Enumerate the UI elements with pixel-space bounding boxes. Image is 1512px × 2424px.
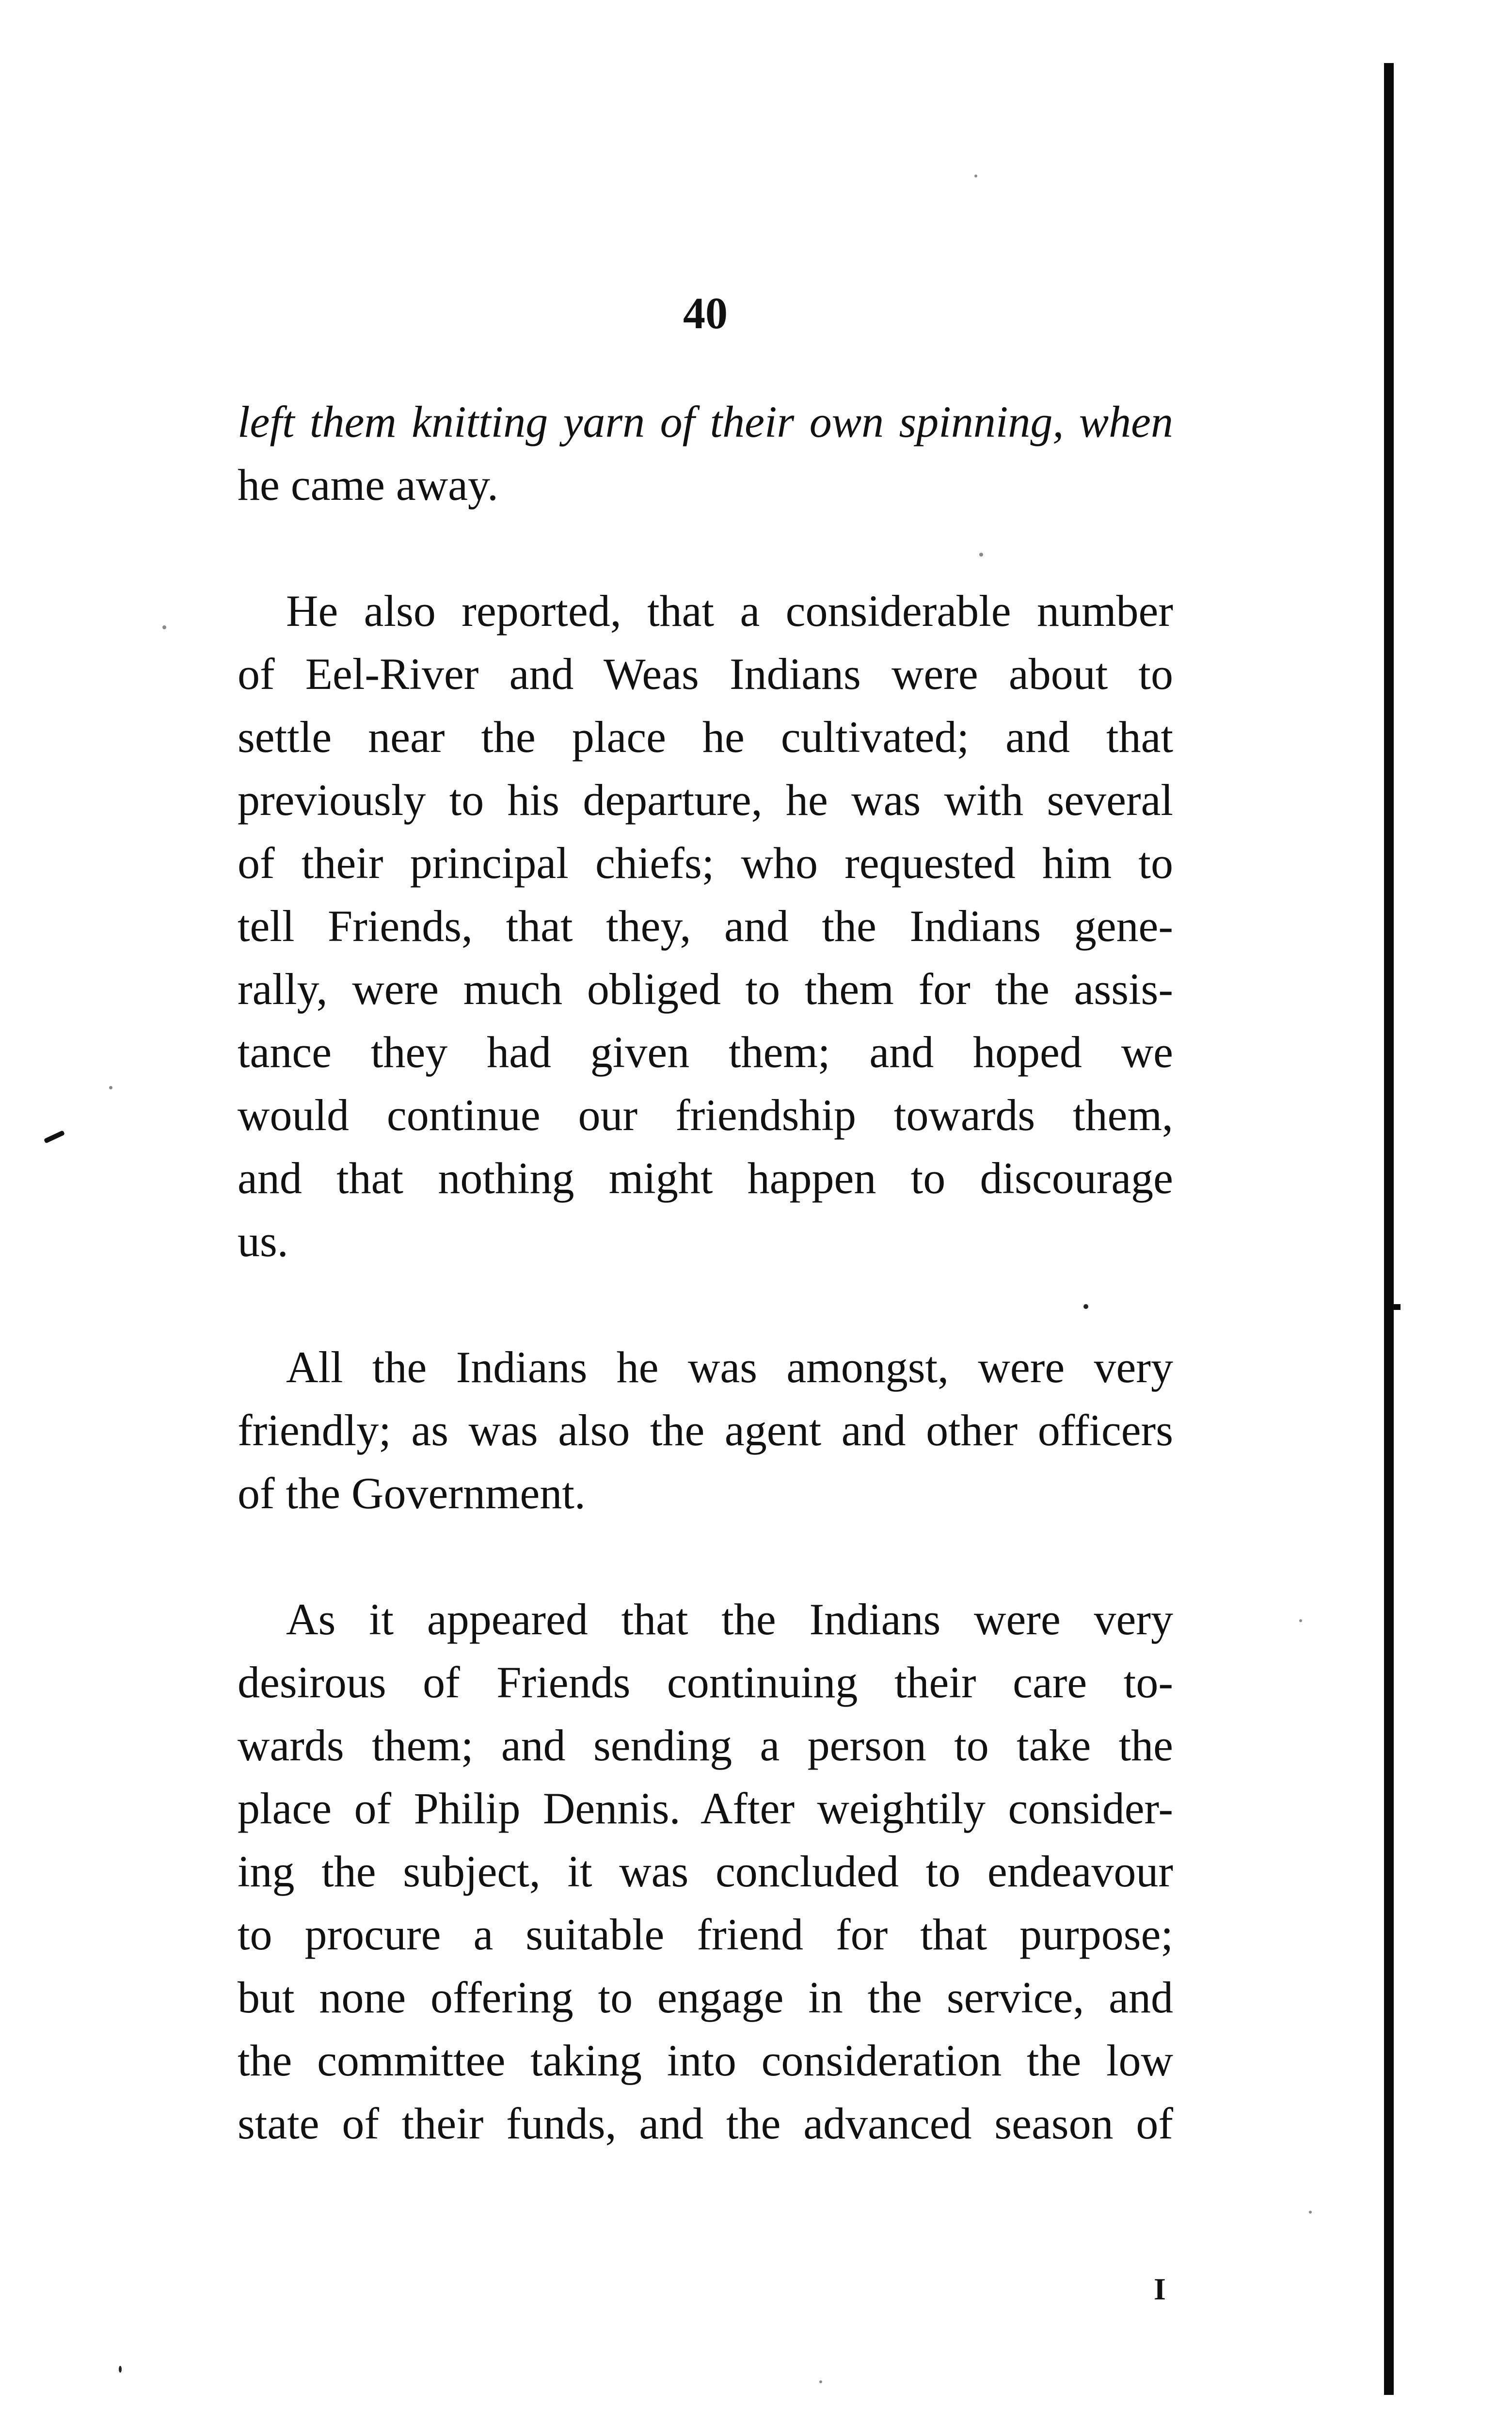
text-line: to procure a suitable friend for that purpose;: [238, 1910, 1173, 1959]
text-line: left them knitting yarn of their own spinning, when: [238, 397, 1173, 447]
paper-speck: [109, 1086, 112, 1089]
page-number: 40: [683, 288, 728, 338]
text-line: ing the subject, it was concluded to endeavour: [238, 1847, 1173, 1896]
body-text: [238, 390, 1173, 2155]
paragraph: [238, 1588, 1173, 2155]
text-line: but none offering to engage in the service, and: [238, 1973, 1173, 2022]
text-line: he came away.: [238, 460, 499, 510]
paragraph: [238, 579, 1173, 1273]
text-line: rally, were much obliged to them for the assis-: [238, 964, 1173, 1014]
paper-speck: [162, 625, 166, 629]
text-line: All the Indians he was amongst, were very: [286, 1342, 1173, 1392]
text-line: place of Philip Dennis. After weightily consider-: [238, 1784, 1173, 1833]
catchword: I: [1154, 2272, 1166, 2306]
text-line: wards them; and sending a person to take the: [238, 1721, 1173, 1770]
text-line: and that nothing might happen to discourage: [238, 1153, 1173, 1203]
text-line: tance they had given them; and hoped we: [238, 1027, 1173, 1077]
text-line: settle near the place he cultivated; and that: [238, 712, 1173, 762]
binding-edge-notch: [1394, 1304, 1401, 1310]
binding-edge-rule: [1384, 63, 1394, 2395]
text-line: of the Government.: [238, 1468, 586, 1518]
text-line: of their principal chiefs; who requested him to: [238, 838, 1173, 888]
text-line: As it appeared that the Indians were very: [286, 1595, 1173, 1644]
text-line: state of their funds, and the advanced season of: [238, 2099, 1173, 2148]
paper-speck: [819, 2380, 822, 2383]
text-line: of Eel-River and Weas Indians were about to: [238, 649, 1173, 699]
margin-ink-mark: [44, 1130, 65, 1144]
text-line: the committee taking into consideration the low: [238, 2036, 1173, 2085]
text-line: previously to his departure, he was with several: [238, 775, 1173, 825]
text-line: would continue our friendship towards them,: [238, 1090, 1173, 1140]
paper-speck: [974, 175, 977, 177]
text-line: us.: [238, 1216, 288, 1266]
text-line: desirous of Friends continuing their care to-: [238, 1658, 1173, 1707]
text-line: friendly; as was also the agent and other officers: [238, 1405, 1173, 1455]
paper-speck: [119, 2366, 122, 2373]
paragraph: [238, 390, 1173, 516]
text-line: tell Friends, that they, and the Indians gene-: [238, 901, 1173, 951]
paper-speck: [1299, 1619, 1302, 1622]
paragraph: [238, 1336, 1173, 1525]
text-line: He also reported, that a considerable number: [286, 586, 1173, 636]
paper-speck: [1309, 2211, 1312, 2214]
